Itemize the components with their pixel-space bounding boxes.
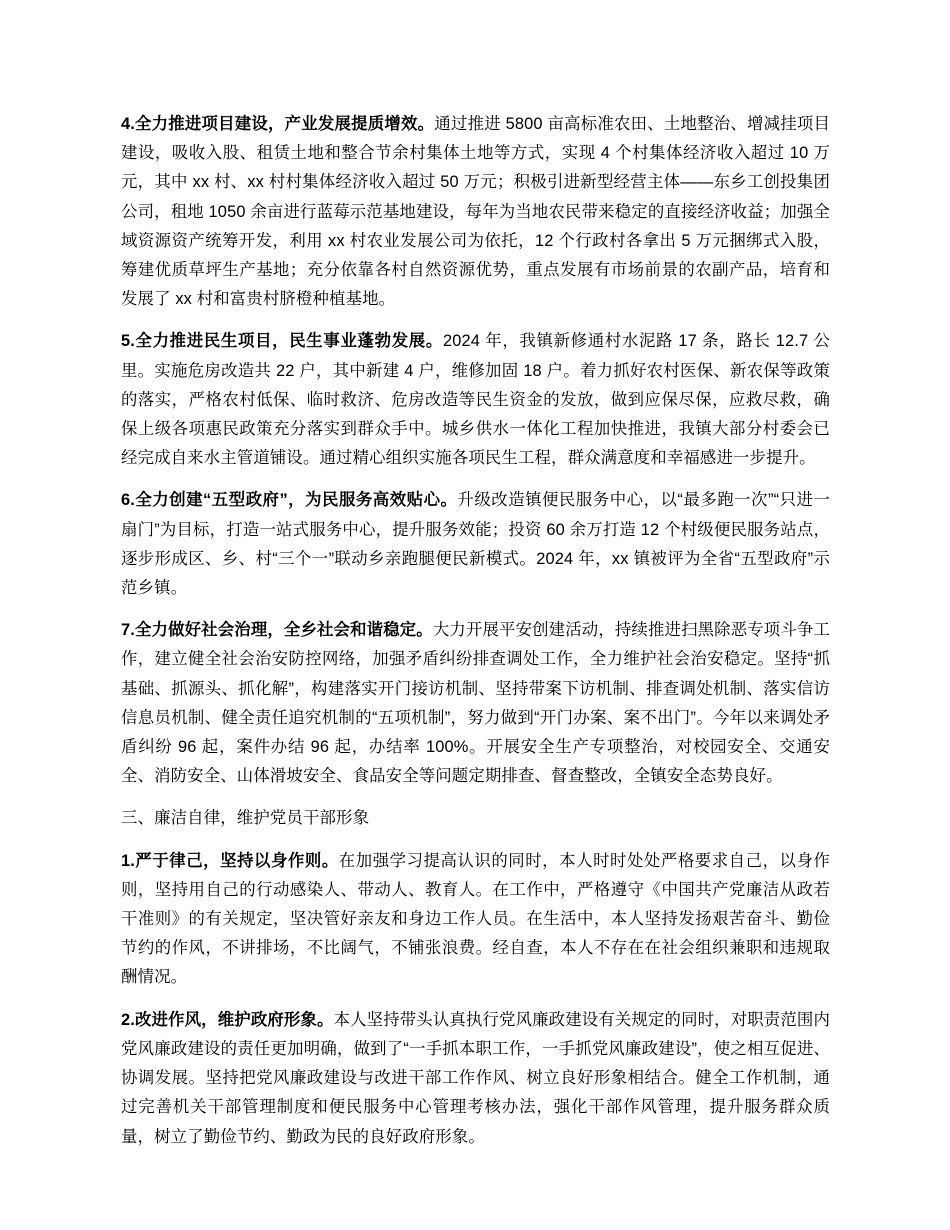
paragraph-6-body: 升级改造镇便民服务中心，以“最多跑一次”“只进一扇门”为目标，打造一站式服务中心，提升服务效能；投资 60 余万打造 12 个村级便民服务站点，逐步形成区、乡、村“三个一”联动乡亲跑腿便民新模式。2024 年，xx 镇被评为全省“五型政府”示范乡镇。 [121,491,831,598]
paragraph-4-lead: 4.全力推进项目建设，产业发展提质增效。 [121,115,435,133]
paragraph-3-1-lead: 1.严于律己，坚持以身作则。 [121,851,339,870]
paragraph-7-lead: 7.全力做好社会治理，全乡社会和谐稳定。 [121,621,433,640]
paragraph-7-body: 大力开展平安创建活动，持续推进扫黑除恶专项斗争工作，建立健全社会治安防控网络，加强矛盾纠纷排查调处工作，全力维护社会治安稳定。坚持“抓基础、抓源头、抓化解”，构建落实开门接访机制、坚持带案下访机制、排查调处机制、落实信访信息员机制、健全责任追究机制的“五项机制”，努力做到“开门办案、案不出门”。今年以来调处矛盾纠纷 96 起，案件办结 96 起，办结率 100%。开展安全生产专项整治，对校园安全、交通安全、消防安全、山体滑坡安全、食品安全等问题定期排查、督查整改，全镇安全态势良好。 [121,621,830,786]
paragraph-3-1-body: 在加强学习提高认识的同时，本人时时处处严格要求自己，以身作则，坚持用自己的行动感染人、带动人、教育人。在工作中，严格遵守《中国共产党廉洁从政若干准则》的有关规定，坚决管好亲友和身边工作人员。在生活中，本人坚持发扬艰苦奋斗、勤俭节约的作风，不讲排场，不比阔气，不铺张浪费。经自查，本人不存在在社会组织兼职和违规取酬情况。 [121,851,830,987]
paragraph-4 [121,110,830,314]
paragraph-3-2 [121,1006,830,1152]
paragraph-4-body: 通过推进 5800 亩高标准农田、土地整治、增减挂项目建设，吸收入股、租赁土地和整合节余村集体土地等方式，实现 4 个村集体经济收入超过 10 万元，其中 xx 村、xx 村村集体经济收入超过 50 万元；积极引进新型经营主体——东乡工创投集团公司，租地 1050 余亩进行蓝莓示范基地建设，每年为当地农民带来稳定的直接经济收益；加强全域资源资产统筹开发，利用 xx 村农业发展公司为依托，12 个行政村各拿出 5 万元捆绑式入股，筹建优质草坪生产基地；充分依靠各村自然资源优势，重点发展有市场前景的农副产品，培育和发展了 xx 村和富贵村脐橙种植基地。 [121,115,830,309]
paragraph-3-2-body: 本人坚持带头认真执行党风廉政建设有关规定的同时，对职责范围内党风廉政建设的责任更加明确，做到了“一手抓本职工作，一手抓党风廉政建设”，使之相互促进、协调发展。坚持把党风廉政建设与改进干部工作作风、树立良好形象相结合。健全工作机制，通过完善机关干部管理制度和便民服务中心管理考核办法，强化干部作风管理，提升服务群众质量，树立了勤俭节约、勤政为民的良好政府形象。 [121,1010,830,1146]
paragraph-5-body: 2024 年，我镇新修通村水泥路 17 条，路长 12.7 公里。实施危房改造共 22 户，其中新建 4 户，维修加固 18 户。着力抓好农村医保、新农保等政策的落实，严格农村低保、临时救济、危房改造等民生资金的发放，做到应保尽保，应救尽救，确保上级各项惠民政策充分落实到群众手中。城乡供水一体化工程加快推进，我镇大部分村委会已经完成自来水主管道铺设。通过精心组织实施各项民生工程，群众满意度和幸福感进一步提升。 [121,332,831,468]
paragraph-3-1 [121,847,830,993]
paragraph-3-2-lead: 2.改进作风，维护政府形象。 [121,1010,334,1029]
paragraph-6 [121,486,830,603]
paragraph-6-lead: 6.全力创建“五型政府”，为民服务高效贴心。 [121,491,458,510]
paragraph-7 [121,616,830,791]
paragraph-5-lead: 5.全力推进民生项目，民生事业蓬勃发展。 [121,332,443,351]
paragraph-5 [121,327,830,473]
section-heading-three: 三、廉洁自律，维护党员干部形象 [121,809,370,828]
document-body [121,110,830,1152]
